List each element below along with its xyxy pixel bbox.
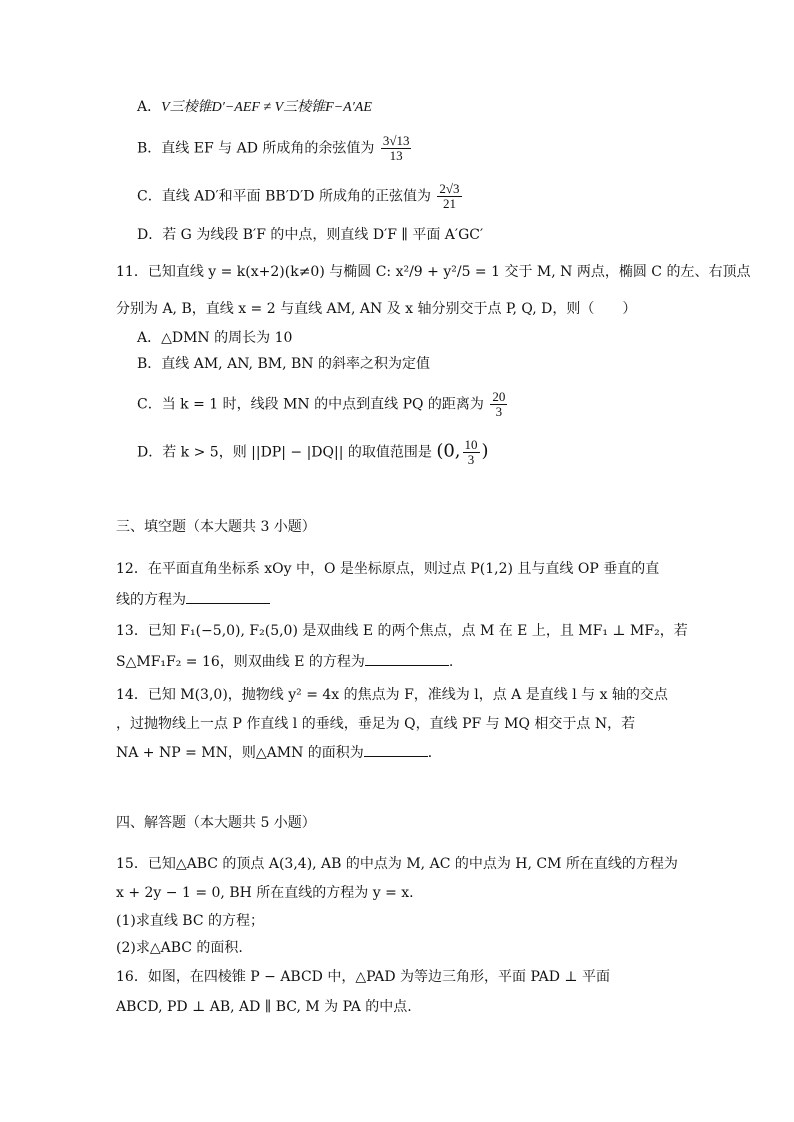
fraction-denominator: 3 (467, 452, 475, 467)
q15-sub1: (1)求直线 BC 的方程； (116, 913, 264, 929)
q13-line1: 13．已知 F₁(−5,0), F₂(5,0) 是双曲线 E 的两个焦点，点 M 在 E 上，且 MF₁ ⊥ MF₂，若 (116, 623, 688, 639)
interval-close: ) (481, 440, 489, 462)
q13-end: . (448, 654, 454, 670)
q14-line3 (116, 742, 442, 764)
option-label: D． (137, 227, 163, 243)
q13-text: S△MF₁F₂ = 16，则双曲线 E 的方程为 (116, 654, 365, 670)
answer-blank[interactable] (365, 651, 449, 666)
answer-blank[interactable] (364, 742, 428, 757)
q10-option-b (137, 134, 413, 163)
q14-line1: 14．已知 M(3,0)，抛物线 y² = 4x 的焦点为 F，准线为 l，点 A 是直线 l 与 x 轴的交点 (116, 687, 668, 703)
option-text: C．当 k = 1 时，线段 MN 的中点到直线 PQ 的距离为 (137, 396, 484, 413)
q11-stem-line2: 分别为 A, B，直线 x = 2 与直线 AM, AN 及 x 轴分别交于点 P, Q, D，则（ ） (116, 301, 637, 317)
q10-option-d (137, 224, 483, 246)
option-label: B． (137, 140, 162, 157)
fraction-numerator: 20 (492, 389, 506, 404)
q15-line1: 15．已知△ABC 的顶点 A(3,4), AB 的中点为 M, AC 的中点为 H, CM 所在直线的方程为 (116, 856, 678, 872)
q12-line1: 12．在平面直角坐标系 xOy 中，O 是坐标原点，则过点 P(1,2) 且与直线 OP 垂直的直 (116, 561, 660, 577)
fraction-numerator: 10 (464, 437, 478, 452)
q10-option-a (137, 96, 372, 119)
q11-option-a: A．△DMN 的周长为 10 (137, 330, 293, 346)
q10-option-c (137, 182, 464, 211)
q16-line1: 16．如图，在四棱锥 P − ABCD 中，△PAD 为等边三角形，平面 PAD ⊥ 平面 (116, 969, 611, 985)
q13-line2 (116, 651, 453, 673)
q14-text: NA + NP = MN，则△AMN 的面积为 (116, 745, 364, 761)
q11-option-c (137, 390, 509, 419)
q14-line2: ，过抛物线上一点 P 作直线 l 的垂线，垂足为 Q，直线 PF 与 MQ 相交于点 N，若 (116, 716, 636, 732)
option-label: A． (137, 99, 162, 115)
section-fill-in-title: 三、填空题（本大题共 3 小题） (116, 519, 316, 535)
option-text: V三棱锥D′−AEF ≠ V三棱锥F−A′AE (161, 100, 372, 115)
q12-line2 (116, 589, 270, 611)
fraction-numerator: 2√3 (439, 181, 460, 196)
q12-text: 线的方程为 (116, 592, 186, 608)
q15-line2: x + 2y − 1 = 0, BH 所在直线的方程为 y = x. (116, 885, 414, 901)
section-solution-title: 四、解答题（本大题共 5 小题） (116, 815, 316, 831)
q11-option-b: B．直线 AM, AN, BM, BN 的斜率之积为定值 (137, 356, 430, 372)
option-text: 直线 EF 与 AD 所成角的余弦值为 (161, 140, 375, 157)
interval-open: (0, (436, 440, 461, 462)
option-text: D．若 k > 5，则 ||DP| − |DQ|| 的取值范围是 (137, 444, 432, 461)
q15-sub2: (2)求△ABC 的面积. (116, 940, 243, 956)
fraction-denominator: 3 (495, 404, 503, 419)
q11-option-d (137, 438, 489, 467)
fraction (490, 390, 507, 419)
option-text: 若 G 为线段 B′F 的中点，则直线 D′F ∥ 平面 A′GC′ (162, 227, 484, 243)
option-text: 直线 AD′和平面 BB′D′D 所成角的正弦值为 (161, 188, 431, 205)
fraction (437, 182, 461, 211)
fraction-denominator: 13 (389, 148, 403, 163)
fraction-numerator: 3√13 (382, 133, 410, 148)
option-label: C． (137, 188, 162, 205)
fraction (381, 134, 412, 163)
q11-stem-line1: 11．已知直线 y = k(x+2)(k≠0) 与椭圆 C: x²/9 + y²/5 = 1 交于 M, N 两点，椭圆 C 的左、右顶点 (116, 264, 751, 280)
fraction-denominator: 21 (442, 196, 456, 211)
q14-end: ． (427, 745, 442, 761)
fraction (463, 438, 480, 467)
q16-line2: ABCD, PD ⊥ AB, AD ∥ BC, M 为 PA 的中点. (116, 999, 412, 1015)
answer-blank[interactable] (186, 589, 270, 604)
